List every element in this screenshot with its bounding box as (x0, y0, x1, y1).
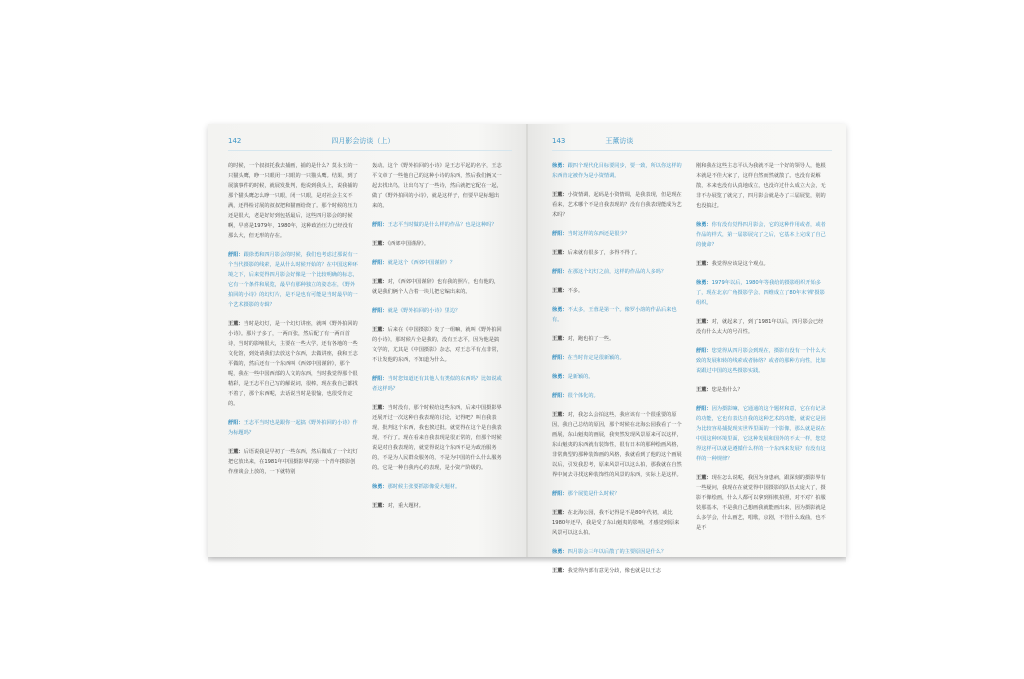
left-page-number: 142 (228, 137, 242, 145)
speaker-label: 舒阳： (372, 260, 388, 266)
dialogue-paragraph (696, 404, 826, 464)
speaker-label: 王薰： (228, 449, 244, 455)
right-header-rule (552, 150, 832, 151)
speaker-label: 王薰： (372, 279, 388, 285)
speaker-label: 徐勇： (372, 484, 388, 490)
speaker-label: 徐勇： (552, 307, 568, 313)
speaker-label: 舒阳： (696, 406, 712, 412)
speaker-label: 王薰： (696, 387, 712, 393)
speaker-label: 舒阳： (552, 393, 568, 399)
dialogue-paragraph (372, 161, 502, 211)
speaker-label: 王薰： (552, 288, 568, 294)
speaker-label: 王薰： (552, 336, 568, 342)
speaker-label: 王薰： (552, 192, 568, 198)
dialogue-paragraph (696, 346, 826, 376)
open-book (208, 124, 846, 574)
right-page-number: 143 (552, 137, 566, 145)
paragraph-text: 跟四个现代化目标要同步，要一致，所以你这样的东西肯定被作为是小资情调。 (552, 163, 682, 179)
dialogue-paragraph (552, 489, 682, 499)
right-page-header (552, 134, 832, 148)
left-page (208, 124, 526, 557)
right-page (528, 124, 846, 574)
dialogue-paragraph (228, 319, 358, 409)
speaker-label: 王薰： (372, 327, 388, 333)
paragraph-text: 那个展览是什么时候？ (567, 491, 620, 497)
paragraph-text: 当时您知道还有其他人有类似的东西吗？比如说或者这样吗？ (372, 376, 502, 392)
dialogue-paragraph (372, 306, 502, 316)
speaker-label: 王薰： (696, 319, 712, 325)
dialogue-paragraph (372, 501, 502, 511)
dialogue-paragraph (552, 161, 682, 181)
dialogue-paragraph (372, 403, 502, 473)
paragraph-text: 不多。 (567, 288, 584, 294)
paragraph-text: 四月影会三年以后散了的主要原因是什么？ (567, 549, 667, 555)
paragraph-text: 是新颖的。 (567, 374, 594, 380)
speaker-label: 徐勇： (552, 374, 568, 380)
dialogue-paragraph (696, 317, 826, 337)
speaker-label: 舒阳： (372, 376, 388, 382)
dialogue-paragraph (552, 508, 682, 538)
speaker-label: 舒阳： (228, 420, 244, 426)
dialogue-paragraph (552, 229, 682, 239)
speaker-label: 舒阳： (228, 252, 244, 258)
left-header-rule (228, 150, 512, 151)
dialogue-paragraph (696, 259, 826, 269)
book-shadow (208, 557, 846, 563)
dialogue-paragraph (228, 250, 358, 310)
dialogue-paragraph (552, 372, 682, 382)
paragraph-text: 《西郊中国谨辞》。 (387, 241, 430, 247)
paragraph-text: 当时是幻灯，是一个幻灯讲座，就叫《野外拍回的小诗》。那片子多了，一两百张，然后配了有一两百首诗，当时的影响很大，主要在一些大学，还有各地的一些文化馆，到处请我们去放这个东西，去做讲座，我和王志平做的，然后还有一个东西叫《西郊中国谨辞》，那个呢，我在一些中国西部的人文的东西，当时我觉得那个很精彩，是王志平自己写的解说词，很棒，现在我自己都找不着了，那个东西呢，去话说当时是很愉，也很受肯定的。 (228, 321, 358, 407)
dialogue-paragraph (228, 447, 358, 477)
speaker-label: 舒阳： (552, 491, 568, 497)
left-page-header (228, 134, 512, 148)
dialogue-paragraph (372, 277, 502, 297)
dialogue-paragraph (696, 473, 826, 533)
right-column-1 (552, 161, 682, 585)
dialogue-paragraph (552, 334, 682, 344)
dialogue-paragraph (552, 286, 682, 296)
speaker-label: 王薰： (696, 261, 712, 267)
paragraph-text: 当时这样的东西还是很少？ (567, 231, 630, 237)
speaker-label: 王薰： (696, 475, 712, 481)
paragraph-text: 后来在《中国摄影》发了一组嘛，就叫《野外拍回的小诗》，那时候片全是我的，没有王志平，因为他是搞文学的，尤其是《中国摄影》杂志，对王志平有点非常，不让发他的东西，不知道为什么。 (372, 327, 502, 363)
dialogue-paragraph (552, 353, 682, 363)
dialogue-paragraph (372, 258, 502, 268)
dialogue-paragraph (552, 410, 682, 480)
paragraph-text: 当时没有，那个时候给这些东西，后来中国摄影界还展开过一次这种自我表现的讨论，记得吧？叫自我表现，批判这个东西，我也挨过批。就觉得在这个是自我表现，不行了。现在看来自我表现是很正常的，但那个时候说是对自我表现的，就觉得说这个东西不是为政治服务的，不是为人民群众服务的，不是为中国的什么什么服务的。它是一种自我内心的表现，是小资产阶级的。 (372, 405, 502, 471)
speaker-label: 王薰： (372, 405, 388, 411)
dialogue-paragraph (372, 239, 502, 249)
paragraph-text: 在那这个幻灯之前，这样的作品的人多吗？ (567, 269, 667, 275)
paragraph-text: 对，就起来了，到了1981年以后，四月影会已经没有什么太大的号召性。 (696, 319, 824, 335)
paragraph-text: 王志平当时也是跟你一起搞《野外拍回的小诗》作为标题吗？ (228, 420, 358, 436)
paragraph-text: 王志平当时做的是什么样的作品？也是这种吗？ (387, 222, 497, 228)
speaker-label: 王薰： (552, 250, 568, 256)
left-column-1 (228, 161, 358, 520)
dialogue-paragraph (552, 305, 682, 325)
speaker-label: 王薰： (552, 568, 568, 574)
right-running-title: 王薰访谈 (605, 137, 634, 145)
paragraph-text: 现在怎么说呢，我因为身患病，跟深刻的摄影界有一些疑问，我现在在就觉得中国摄影的队伍太庞大了，摄影不像绘画，什么人都可以拿到相机拍照，对不对？拍服装那基本，不是我自己想画我就能画出来，因为摄影就是么多学会，什么画艺，唱歌，京剧，不管什么戏曲，也不是不 (696, 475, 826, 531)
paragraph-text: 后语说我是早初了一些东西，然后做成了一个幻灯把它放出来，在1981年中国摄影界的第一个青年摄影创作座谈会上放的，一下就特别 (228, 449, 358, 475)
paragraph-text: 因为摄影嘛，它通通的这个题材和意，它在有记录的功能，它也有表达自我的这种艺术的功能，就说它是因为比较容易捕捉现实世界里面的一个影像，那么就是说在中国这种环境里面，它这种发展和国外的不太一样，您觉得这样可以就是遵循什么样的一个东西来发展？有没有这样的一种规律？ (696, 406, 826, 462)
paragraph-text: 跟徐勇和四月影会的时候，我们也考虑过那说有一个当代摄影的线索，是从什么时候开始的？在中国这种环境之下，后来觉得四月影会好像是一个比较明确的标志，它有一个条件和展览，最早有那种独立的姿态在，《野外拍回的小诗》的幻灯片，是不是也有可能是当时最早的一个艺术摄影的专辑？ (228, 252, 358, 308)
dialogue-paragraph (552, 547, 682, 557)
paragraph-text: 在北海公园，我不记得是不是80年代初，或比1980年还早，我是受了东山魁夷的影响，才感觉到原来风景可以这么拍。 (552, 510, 680, 536)
paragraph-text: 小资情调，起码是小资情调，是我表现，但是现在看来，艺术哪个不是自我表现的？没有自我表现能成为艺术吗？ (552, 192, 682, 218)
paragraph-text: 后来就有很多了，多得不得了。 (567, 250, 641, 256)
dialogue-paragraph (228, 161, 358, 241)
paragraph-text: 您是指什么？ (711, 387, 743, 393)
dialogue-paragraph (552, 248, 682, 258)
dialogue-paragraph (696, 161, 826, 211)
dialogue-paragraph (552, 190, 682, 220)
speaker-label: 王薰： (228, 321, 244, 327)
dialogue-paragraph (372, 482, 502, 492)
speaker-label: 舒阳： (372, 308, 388, 314)
speaker-label: 王薰： (552, 412, 568, 418)
paragraph-text: 对，《西郊中国谨辞》也有我的照片，也有他的，就是我们俩个人合着一块儿把它编出来的。 (372, 279, 500, 295)
speaker-label: 徐勇： (552, 163, 568, 169)
paragraph-text: 刚和我在这些主志平认为我就不是一个好的领导人，他根本就是不佳大家了，这样自然而然就散了。也没有说解散，本来也没有认真地成立，也没许过什么成立大会，无非不办展览了就完了，四月影会就是办了三届展览，别的也没搞过。 (696, 163, 826, 209)
paragraph-text: 对，我怎么会拍这些，我应该有一个很重要的原因，我自己总结的原因，那个时候在北海公园我看了一个画展，东山魁夷的画展，我突然发现风景原来可以这样，东山魁夷的东西就有装饰性，很有日本的那种绘画风格，非常典型的那种装饰画的风格，我就看到了他的这个画展以后，引发我思考，原来风景可以这么拍，那我就在自然界中间去寻找这种装饰性的风景的东西，实际上是这样。 (552, 412, 682, 478)
left-column-2 (372, 161, 502, 520)
speaker-label: 舒阳： (552, 231, 568, 237)
right-column-2 (696, 161, 826, 585)
dialogue-paragraph (372, 220, 502, 230)
paragraph-text: 我觉得应该是这个观点。 (711, 261, 769, 267)
speaker-label: 徐勇： (696, 222, 712, 228)
paragraph-text: 你有没有觉得四月影会，它的这种作用或者，或者作品的样式，第一届影展完了之后，它基本上完成了自己的使命？ (696, 222, 826, 248)
dialogue-paragraph (372, 374, 502, 394)
paragraph-text: 就是这个《西郊中国谨辞》？ (387, 260, 456, 266)
paragraph-text: 我觉得内部有意见分歧，像也就是以王志 (567, 568, 661, 574)
paragraph-text: 对，跑也拍了一些。 (567, 336, 615, 342)
speaker-label: 王薰： (552, 510, 568, 516)
paragraph-text: 1979年以后，1980年等我给的摄影组织开始多了，现在北京广角摄影学会、四维成立了80年末'裸'摄影组织。 (696, 280, 825, 306)
dialogue-paragraph (552, 267, 682, 277)
speaker-label: 舒阳： (696, 348, 712, 354)
speaker-label: 王薰： (372, 241, 388, 247)
paragraph-text: 不太多，王蓉是第一个。像罗小韵的作品后来也有。 (552, 307, 677, 323)
dialogue-paragraph (552, 566, 682, 576)
speaker-label: 徐勇： (552, 549, 568, 555)
speaker-label: 徐勇： (696, 280, 712, 286)
paragraph-text: 您觉得从四月影会到现在，摄影有没有一个什么大致的发展和转的线索或者脉络？或者的那种方向性，比如说跟过中国的这些摄影实践。 (696, 348, 826, 374)
paragraph-text: 那时候主张要抓影像爱大题材。 (387, 484, 461, 490)
paragraph-text: 在当时肯定是很新颖的。 (567, 355, 625, 361)
paragraph-text: 对，重大题材。 (387, 503, 424, 509)
dialogue-paragraph (372, 325, 502, 365)
speaker-label: 舒阳： (552, 269, 568, 275)
speaker-label: 舒阳： (372, 222, 388, 228)
dialogue-paragraph (696, 278, 826, 308)
paragraph-text: 很个体化的。 (567, 393, 599, 399)
paragraph-text: 轰动。这个《野外拍回的小诗》是王志平起的名字，王志平文章了一些他自己的这种小诗的东西，然后我们俩又一起去找出鸟，让出鸟写了一些诗，然后就把它配在一起，做了《野外拍回的小诗》，就是这样子，但要早是标题出来的。 (372, 163, 502, 209)
speaker-label: 舒阳： (552, 355, 568, 361)
left-running-title: 四月影会访谈（上） (331, 137, 395, 145)
paragraph-text: 的时候，一个叔叔托我去捕画，捕的是什么？莫永玉的一只猫头鹰，睁一只眼闭一只眼的一只猫头鹰。结果，到了展演事件的时候，就展发批判，他说到我头上，说我捕的那个猫头鹰怎么睁一只眼，闭一只眼，是对社会主义不满，还得检讨展的叔叔把和猫画给烧了。那个时候的压力还是很大，老是好好到包括最后，这些四月影会的时候啊，早喜是1979年，1980年，这种政治压力已经没有那么大，但无形的存在。 (228, 163, 358, 239)
dialogue-paragraph (696, 385, 826, 395)
dialogue-paragraph (696, 220, 826, 250)
speaker-label: 王薰： (372, 503, 388, 509)
paragraph-text: 就是《野外拍回的小诗》里边？ (387, 308, 461, 314)
dialogue-paragraph (228, 418, 358, 438)
dialogue-paragraph (552, 391, 682, 401)
